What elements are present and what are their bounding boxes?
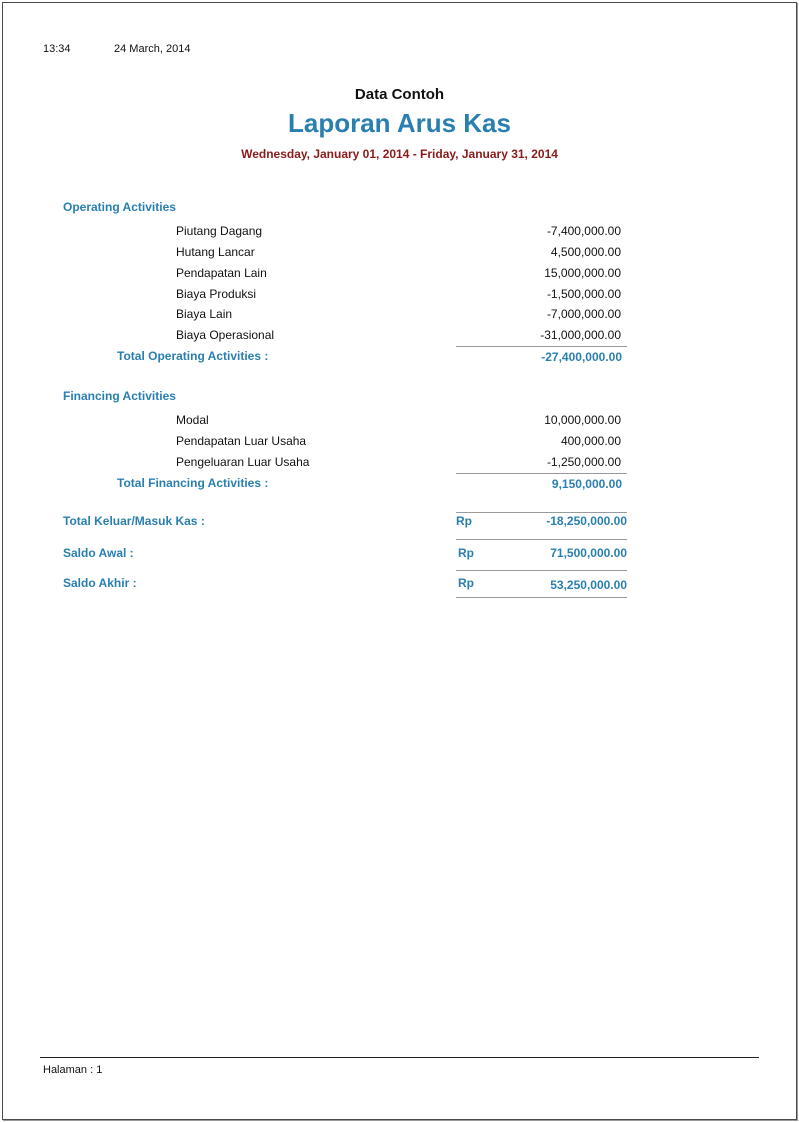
financing-item-label: Pengeluaran Luar Usaha (176, 455, 310, 469)
print-time: 13:34 (43, 43, 71, 55)
print-date: 24 March, 2014 (114, 43, 191, 55)
operating-item-label: Biaya Lain (176, 307, 233, 321)
operating-total-amount: -27,400,000.00 (541, 350, 622, 364)
financing-total-rule (456, 473, 627, 474)
operating-item-amount: 4,500,000.00 (550, 245, 621, 259)
operating-total-rule (456, 346, 627, 347)
opening-balance-label: Saldo Awal : (63, 546, 134, 560)
opening-balance-amount: 71,500,000.00 (550, 546, 627, 560)
operating-item-label: Biaya Operasional (176, 328, 275, 342)
operating-item-amount: 15,000,000.00 (544, 266, 621, 280)
company-name: Data Contoh (354, 86, 445, 103)
summary-rule (456, 570, 627, 571)
financing-item-amount: -1,250,000.00 (546, 455, 621, 469)
operating-item-amount: -31,000,000.00 (540, 328, 621, 342)
closing-balance-label: Saldo Akhir : (63, 576, 137, 590)
page-number: Halaman : 1 (43, 1064, 103, 1076)
financing-item-label: Modal (176, 413, 209, 427)
operating-item-label: Pendapatan Lain (176, 266, 267, 280)
operating-item-label: Hutang Lancar (176, 245, 255, 259)
net-cash-flow-label: Total Keluar/Masuk Kas : (63, 514, 205, 528)
report-page (2, 2, 797, 1120)
report-title: Laporan Arus Kas (288, 108, 511, 138)
operating-item-amount: -1,500,000.00 (546, 287, 621, 301)
opening-balance-currency: Rp (458, 546, 474, 560)
financing-item-amount: 400,000.00 (560, 434, 621, 448)
summary-rule (456, 539, 627, 540)
operating-heading: Operating Activities (63, 200, 176, 214)
closing-balance-amount: 53,250,000.00 (550, 578, 627, 592)
operating-item-label: Piutang Dagang (176, 224, 263, 238)
operating-item-amount: -7,400,000.00 (546, 224, 621, 238)
financing-total-label: Total Financing Activities : (117, 476, 269, 490)
closing-balance-currency: Rp (458, 576, 474, 590)
operating-total-label: Total Operating Activities : (117, 349, 269, 363)
net-cash-flow-amount: -18,250,000.00 (546, 514, 627, 528)
summary-rule (456, 512, 627, 513)
financing-item-label: Pendapatan Luar Usaha (176, 434, 307, 448)
financing-item-amount: 10,000,000.00 (544, 413, 621, 427)
footer-rule (40, 1057, 759, 1058)
operating-item-label: Biaya Produksi (176, 287, 257, 301)
summary-rule (456, 597, 627, 598)
report-period: Wednesday, January 01, 2014 - Friday, January 31, 2014 (241, 147, 558, 161)
net-cash-flow-currency: Rp (456, 514, 472, 528)
operating-item-amount: -7,000,000.00 (546, 307, 621, 321)
financing-total-amount: 9,150,000.00 (551, 477, 622, 491)
financing-heading: Financing Activities (63, 389, 176, 403)
